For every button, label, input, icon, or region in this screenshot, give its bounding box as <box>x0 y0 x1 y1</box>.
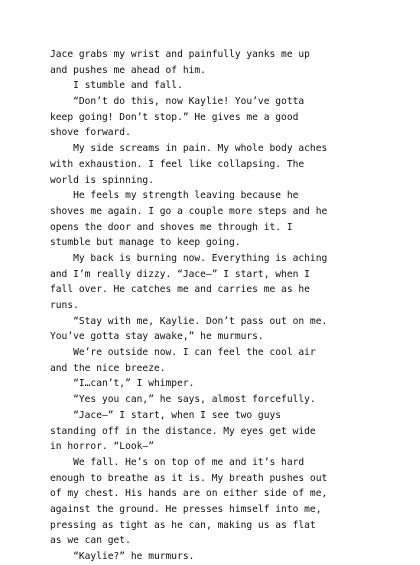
text-line: “Jace—” I start, when I see two guys <box>50 409 282 421</box>
text-line: “Yes you can,” he says, almost forcefully. <box>50 394 316 406</box>
text-line: My side screams in pain. My whole body aches <box>50 143 328 155</box>
text-line: against the ground. He presses himself into me, <box>50 503 322 515</box>
text-line: standing off in the distance. My eyes get wide <box>50 425 316 437</box>
text-line: fall over. He catches me and carries me as he <box>50 284 310 296</box>
text-line: keep going! Don’t stop.” He gives me a good <box>50 111 299 123</box>
text-line: of my chest. His hands are on either side of me, <box>50 488 328 500</box>
text-line: “I…can’t,” I whimper. <box>50 378 195 390</box>
text-line: We fall. He’s on top of me and it’s hard <box>50 456 305 468</box>
text-line: He feels my strength leaving because he <box>50 190 299 202</box>
text-line: We’re outside now. I can feel the cool air <box>50 347 316 359</box>
text-line: stumble but manage to keep going. <box>50 237 241 249</box>
text-line: in horror. “Look—” <box>50 441 154 453</box>
text-line: and I’m really dizzy. “Jace—” I start, when I <box>50 268 310 280</box>
text-line: I stumble and fall. <box>50 80 183 92</box>
text-line: with exhaustion. I feel like collapsing. The <box>50 158 305 170</box>
text-line: “Stay with me, Kaylie. Don’t pass out on me. <box>50 315 328 327</box>
text-line: My back is burning now. Everything is aching <box>50 252 328 264</box>
text-line: You’ve gotta stay awake,” he murmurs. <box>50 331 264 343</box>
text-line: world is spinning. <box>50 174 154 186</box>
text-line: opens the door and shoves me through it. I <box>50 221 293 233</box>
text-line: as we can get. <box>50 535 131 547</box>
text-line: and pushes me ahead of him. <box>50 64 206 76</box>
text-line: “Kaylie?” he murmurs. <box>50 551 195 562</box>
text-line: runs. <box>50 300 79 311</box>
text-line: enough to breathe as it is. My breath pushes out <box>50 472 328 484</box>
text-line: Jace grabs my wrist and painfully yanks me up <box>50 49 310 60</box>
text-line: shoves me again. I go a couple more steps and he <box>50 205 328 217</box>
body-text <box>50 47 380 565</box>
text-line: “Don’t do this, now Kaylie! You’ve gotta <box>50 96 305 108</box>
text-line: pressing as tight as he can, making us as flat <box>50 519 316 531</box>
text-line: shove forward. <box>50 127 131 139</box>
text-line: and the nice breeze. <box>50 362 166 374</box>
